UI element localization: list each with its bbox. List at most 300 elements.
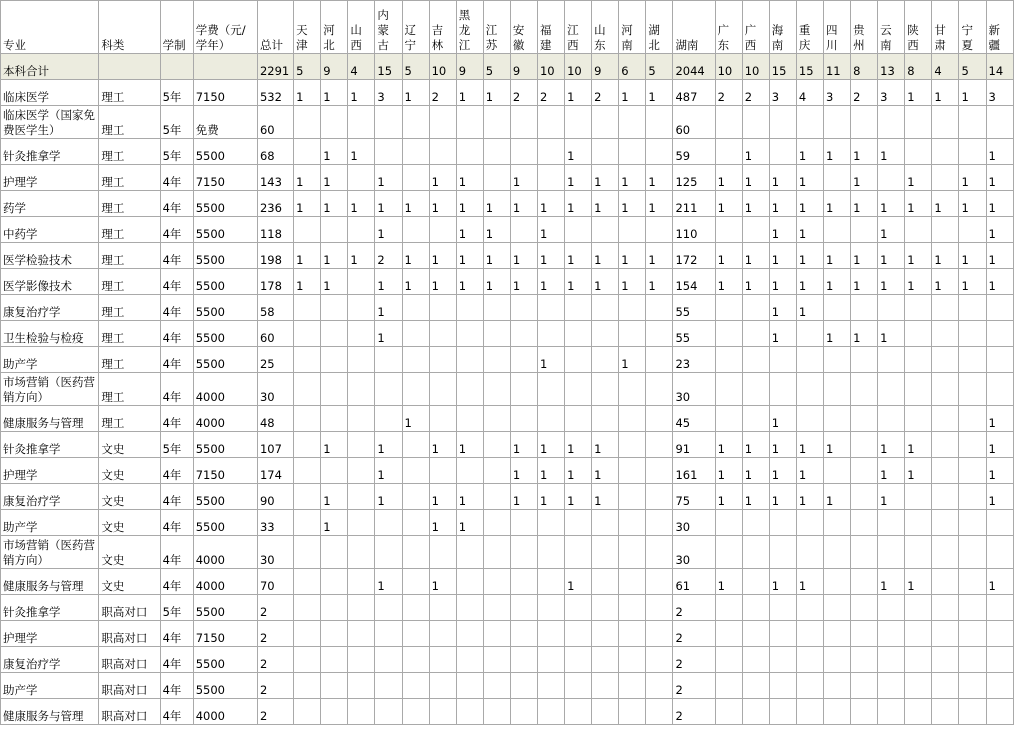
- province-value-cell: [348, 295, 375, 321]
- province-value-cell: [742, 373, 769, 406]
- province-value-cell: 125: [673, 165, 715, 191]
- province-value-cell: 1: [619, 347, 646, 373]
- province-value-cell: [321, 458, 348, 484]
- province-value-cell: [986, 106, 1013, 139]
- header-duration: 学制: [160, 1, 193, 54]
- province-value-cell: [483, 484, 510, 510]
- province-value-cell: 2: [673, 595, 715, 621]
- province-value-cell: 1: [986, 406, 1013, 432]
- header-tuition: 学费（元/学年）: [193, 1, 257, 54]
- province-value-cell: 1: [565, 243, 592, 269]
- total-row-province-value: 9: [510, 54, 537, 80]
- total-cell: 58: [257, 295, 293, 321]
- province-value-cell: [565, 621, 592, 647]
- province-value-cell: [905, 106, 932, 139]
- total-cell: 70: [257, 569, 293, 595]
- province-value-cell: 1: [592, 165, 619, 191]
- province-value-cell: [348, 269, 375, 295]
- total-cell: 33: [257, 510, 293, 536]
- province-value-cell: 1: [510, 269, 537, 295]
- province-value-cell: [483, 139, 510, 165]
- province-value-cell: 1: [986, 243, 1013, 269]
- province-value-cell: 1: [537, 484, 564, 510]
- province-value-cell: [402, 217, 429, 243]
- province-value-cell: 1: [646, 269, 673, 295]
- province-value-cell: [483, 699, 510, 725]
- province-value-cell: [823, 621, 850, 647]
- province-value-cell: 1: [905, 569, 932, 595]
- province-value-cell: 1: [483, 269, 510, 295]
- tuition-cell: 7150: [193, 165, 257, 191]
- province-value-cell: [715, 699, 742, 725]
- province-value-cell: 1: [796, 217, 823, 243]
- total-row-province-value: 9: [592, 54, 619, 80]
- tuition-cell: 4000: [193, 373, 257, 406]
- province-value-cell: [823, 569, 850, 595]
- province-value-cell: [321, 321, 348, 347]
- category-cell: 理工: [99, 106, 160, 139]
- province-value-cell: [932, 295, 959, 321]
- province-value-cell: [878, 106, 905, 139]
- total-row-province-value: 5: [959, 54, 986, 80]
- province-value-cell: 1: [565, 432, 592, 458]
- header-row: [1, 1, 1014, 54]
- province-value-cell: [294, 484, 321, 510]
- province-value-cell: [619, 295, 646, 321]
- major-cell: 康复治疗学: [1, 647, 99, 673]
- province-value-cell: [375, 406, 402, 432]
- province-value-cell: 1: [510, 484, 537, 510]
- province-value-cell: [429, 295, 456, 321]
- province-value-cell: [959, 621, 986, 647]
- province-value-cell: [483, 621, 510, 647]
- tuition-cell: 4000: [193, 536, 257, 569]
- total-cell: 143: [257, 165, 293, 191]
- province-value-cell: 3: [878, 80, 905, 106]
- province-value-cell: [878, 406, 905, 432]
- table-row: [1, 269, 1014, 295]
- major-cell: 针灸推拿学: [1, 432, 99, 458]
- category-cell: 文史: [99, 432, 160, 458]
- table-row: [1, 569, 1014, 595]
- province-value-cell: 1: [986, 191, 1013, 217]
- province-value-cell: 1: [823, 432, 850, 458]
- province-value-cell: 1: [823, 269, 850, 295]
- province-value-cell: 1: [986, 139, 1013, 165]
- province-value-cell: [592, 347, 619, 373]
- province-value-cell: [742, 106, 769, 139]
- province-value-cell: 1: [402, 191, 429, 217]
- province-value-cell: 1: [796, 165, 823, 191]
- province-value-cell: [646, 647, 673, 673]
- duration-cell: 5年: [160, 80, 193, 106]
- province-value-cell: [510, 569, 537, 595]
- province-value-cell: [715, 673, 742, 699]
- province-value-cell: [537, 406, 564, 432]
- duration-cell: 4年: [160, 673, 193, 699]
- province-value-cell: [402, 373, 429, 406]
- province-value-cell: 1: [294, 191, 321, 217]
- total-row: [1, 54, 1014, 80]
- province-value-cell: [932, 699, 959, 725]
- province-value-cell: 1: [769, 217, 796, 243]
- province-value-cell: [932, 621, 959, 647]
- province-value-cell: [796, 699, 823, 725]
- province-value-cell: 1: [402, 269, 429, 295]
- province-value-cell: [646, 458, 673, 484]
- header-province: 海南: [769, 1, 796, 54]
- province-value-cell: [715, 621, 742, 647]
- province-value-cell: [646, 347, 673, 373]
- province-value-cell: [878, 165, 905, 191]
- province-value-cell: [321, 295, 348, 321]
- province-value-cell: [402, 647, 429, 673]
- total-row-province-value: 9: [456, 54, 483, 80]
- province-value-cell: [348, 406, 375, 432]
- total-row-province-value: 5: [646, 54, 673, 80]
- province-value-cell: [348, 484, 375, 510]
- province-value-cell: [715, 373, 742, 406]
- province-value-cell: [769, 621, 796, 647]
- total-cell: 48: [257, 406, 293, 432]
- province-value-cell: [796, 595, 823, 621]
- province-value-cell: 2: [673, 647, 715, 673]
- province-value-cell: [402, 432, 429, 458]
- province-value-cell: [619, 484, 646, 510]
- province-value-cell: 2: [851, 80, 878, 106]
- province-value-cell: [483, 432, 510, 458]
- province-value-cell: 2: [375, 243, 402, 269]
- major-cell: 针灸推拿学: [1, 595, 99, 621]
- province-value-cell: 1: [742, 484, 769, 510]
- province-value-cell: 1: [456, 269, 483, 295]
- province-value-cell: [619, 569, 646, 595]
- province-value-cell: [565, 295, 592, 321]
- header-province: 河南: [619, 1, 646, 54]
- province-value-cell: 1: [321, 243, 348, 269]
- province-value-cell: [537, 510, 564, 536]
- province-value-cell: [348, 510, 375, 536]
- total-cell: 60: [257, 106, 293, 139]
- province-value-cell: [823, 347, 850, 373]
- province-value-cell: 91: [673, 432, 715, 458]
- province-value-cell: [402, 295, 429, 321]
- province-value-cell: [321, 106, 348, 139]
- province-value-cell: [456, 647, 483, 673]
- province-value-cell: [429, 373, 456, 406]
- province-value-cell: 1: [769, 321, 796, 347]
- province-value-cell: [483, 373, 510, 406]
- total-cell: 178: [257, 269, 293, 295]
- province-value-cell: 1: [986, 458, 1013, 484]
- province-value-cell: [429, 647, 456, 673]
- province-value-cell: 1: [483, 80, 510, 106]
- province-value-cell: 30: [673, 536, 715, 569]
- province-value-cell: 1: [986, 165, 1013, 191]
- province-value-cell: [429, 621, 456, 647]
- province-value-cell: 59: [673, 139, 715, 165]
- province-value-cell: [375, 647, 402, 673]
- province-value-cell: 1: [905, 191, 932, 217]
- province-value-cell: 30: [673, 373, 715, 406]
- province-value-cell: [565, 321, 592, 347]
- total-cell: 25: [257, 347, 293, 373]
- province-value-cell: [646, 595, 673, 621]
- tuition-cell: 5500: [193, 673, 257, 699]
- province-value-cell: [878, 347, 905, 373]
- province-value-cell: [851, 510, 878, 536]
- province-value-cell: 1: [646, 165, 673, 191]
- province-value-cell: 1: [429, 484, 456, 510]
- province-value-cell: 4: [796, 80, 823, 106]
- province-value-cell: [565, 347, 592, 373]
- duration-cell: 4年: [160, 458, 193, 484]
- province-value-cell: [932, 673, 959, 699]
- province-value-cell: 1: [796, 269, 823, 295]
- province-value-cell: [375, 510, 402, 536]
- province-value-cell: [402, 595, 429, 621]
- province-value-cell: [565, 217, 592, 243]
- tuition-cell: 5500: [193, 191, 257, 217]
- province-value-cell: 1: [294, 165, 321, 191]
- province-value-cell: [294, 106, 321, 139]
- province-value-cell: [294, 647, 321, 673]
- province-value-cell: [348, 699, 375, 725]
- major-cell: 健康服务与管理: [1, 699, 99, 725]
- province-value-cell: [932, 595, 959, 621]
- province-value-cell: [959, 595, 986, 621]
- province-value-cell: 1: [456, 432, 483, 458]
- header-province: 云南: [878, 1, 905, 54]
- province-value-cell: [878, 621, 905, 647]
- total-row-province-value: 9: [321, 54, 348, 80]
- province-value-cell: [321, 347, 348, 373]
- province-value-cell: 1: [321, 165, 348, 191]
- major-cell: 健康服务与管理: [1, 406, 99, 432]
- province-value-cell: [565, 595, 592, 621]
- province-value-cell: [483, 406, 510, 432]
- province-value-cell: [348, 373, 375, 406]
- province-value-cell: 1: [878, 484, 905, 510]
- province-value-cell: 1: [986, 217, 1013, 243]
- province-value-cell: 2: [715, 80, 742, 106]
- province-value-cell: [537, 569, 564, 595]
- total-cell: 68: [257, 139, 293, 165]
- province-value-cell: [456, 139, 483, 165]
- province-value-cell: 2: [592, 80, 619, 106]
- total-cell: 2: [257, 647, 293, 673]
- province-value-cell: 1: [456, 510, 483, 536]
- province-value-cell: [619, 373, 646, 406]
- province-value-cell: [456, 699, 483, 725]
- duration-cell: 5年: [160, 595, 193, 621]
- total-row-province-value: 4: [932, 54, 959, 80]
- header-province: 内蒙古: [375, 1, 402, 54]
- province-value-cell: [769, 595, 796, 621]
- province-value-cell: [715, 295, 742, 321]
- province-value-cell: [932, 347, 959, 373]
- province-value-cell: [715, 510, 742, 536]
- province-value-cell: [619, 510, 646, 536]
- tuition-cell: 5500: [193, 321, 257, 347]
- province-value-cell: [619, 595, 646, 621]
- province-value-cell: [619, 139, 646, 165]
- province-value-cell: [510, 373, 537, 406]
- province-value-cell: [375, 536, 402, 569]
- major-cell: 市场营销（医药营销方向）: [1, 536, 99, 569]
- duration-cell: 4年: [160, 406, 193, 432]
- province-value-cell: [348, 536, 375, 569]
- province-value-cell: [905, 595, 932, 621]
- total-cell: 174: [257, 458, 293, 484]
- province-value-cell: [796, 373, 823, 406]
- province-value-cell: [646, 484, 673, 510]
- province-value-cell: 1: [429, 243, 456, 269]
- province-value-cell: [321, 217, 348, 243]
- province-value-cell: 3: [375, 80, 402, 106]
- province-value-cell: [646, 139, 673, 165]
- duration-cell: 5年: [160, 106, 193, 139]
- province-value-cell: 2: [510, 80, 537, 106]
- province-value-cell: [592, 621, 619, 647]
- province-value-cell: [321, 699, 348, 725]
- province-value-cell: [565, 647, 592, 673]
- total-row-province-value: 15: [796, 54, 823, 80]
- province-value-cell: [402, 699, 429, 725]
- province-value-cell: 1: [959, 269, 986, 295]
- province-value-cell: [402, 673, 429, 699]
- province-value-cell: [851, 699, 878, 725]
- province-value-cell: [619, 217, 646, 243]
- province-value-cell: [905, 295, 932, 321]
- province-value-cell: [823, 458, 850, 484]
- province-value-cell: [456, 295, 483, 321]
- province-value-cell: 1: [483, 191, 510, 217]
- duration-cell: 4年: [160, 699, 193, 725]
- province-value-cell: 1: [769, 569, 796, 595]
- header-province: 河北: [321, 1, 348, 54]
- header-province: 甘肃: [932, 1, 959, 54]
- province-value-cell: 1: [537, 347, 564, 373]
- province-value-cell: 1: [742, 269, 769, 295]
- province-value-cell: 1: [905, 80, 932, 106]
- province-value-cell: 161: [673, 458, 715, 484]
- province-value-cell: [646, 432, 673, 458]
- province-value-cell: 1: [321, 484, 348, 510]
- province-value-cell: 1: [878, 432, 905, 458]
- province-value-cell: 1: [742, 458, 769, 484]
- total-row-province-value: 14: [986, 54, 1013, 80]
- province-value-cell: 1: [769, 243, 796, 269]
- category-cell: 文史: [99, 569, 160, 595]
- province-value-cell: 1: [715, 458, 742, 484]
- province-value-cell: 1: [796, 191, 823, 217]
- province-value-cell: [959, 699, 986, 725]
- tuition-cell: 5500: [193, 595, 257, 621]
- tuition-cell: 5500: [193, 484, 257, 510]
- province-value-cell: [294, 432, 321, 458]
- province-value-cell: [483, 165, 510, 191]
- province-value-cell: 1: [796, 243, 823, 269]
- province-value-cell: [429, 106, 456, 139]
- province-value-cell: 1: [769, 458, 796, 484]
- province-value-cell: 1: [565, 80, 592, 106]
- province-value-cell: 1: [429, 165, 456, 191]
- tuition-cell: 5500: [193, 295, 257, 321]
- province-value-cell: 1: [646, 191, 673, 217]
- province-value-cell: [456, 347, 483, 373]
- province-value-cell: 1: [715, 484, 742, 510]
- province-value-cell: [742, 536, 769, 569]
- province-value-cell: [646, 536, 673, 569]
- header-province: 江苏: [483, 1, 510, 54]
- province-value-cell: [986, 536, 1013, 569]
- province-value-cell: [959, 406, 986, 432]
- province-value-cell: [769, 106, 796, 139]
- province-value-cell: 1: [510, 165, 537, 191]
- major-cell: 市场营销（医药营销方向）: [1, 373, 99, 406]
- province-value-cell: [959, 347, 986, 373]
- province-value-cell: 1: [796, 295, 823, 321]
- province-value-cell: [456, 536, 483, 569]
- province-value-cell: [510, 217, 537, 243]
- province-value-cell: 1: [878, 569, 905, 595]
- province-value-cell: [456, 458, 483, 484]
- province-value-cell: 1: [483, 217, 510, 243]
- province-value-cell: 1: [537, 458, 564, 484]
- province-value-cell: 1: [565, 458, 592, 484]
- province-value-cell: 1: [823, 321, 850, 347]
- province-value-cell: [375, 621, 402, 647]
- province-value-cell: 1: [715, 569, 742, 595]
- province-value-cell: 2: [673, 673, 715, 699]
- province-value-cell: [592, 139, 619, 165]
- province-value-cell: [878, 295, 905, 321]
- province-value-cell: 1: [510, 243, 537, 269]
- duration-cell: 4年: [160, 621, 193, 647]
- province-value-cell: [851, 647, 878, 673]
- province-value-cell: [715, 321, 742, 347]
- province-value-cell: 1: [456, 217, 483, 243]
- header-province: 江西: [565, 1, 592, 54]
- total-cell: 236: [257, 191, 293, 217]
- province-value-cell: [959, 458, 986, 484]
- province-value-cell: 1: [878, 458, 905, 484]
- province-value-cell: [715, 647, 742, 673]
- province-value-cell: 1: [321, 269, 348, 295]
- province-value-cell: [986, 647, 1013, 673]
- province-value-cell: 1: [878, 243, 905, 269]
- province-value-cell: [905, 673, 932, 699]
- province-value-cell: [715, 347, 742, 373]
- category-cell: 理工: [99, 217, 160, 243]
- table-row: [1, 699, 1014, 725]
- province-value-cell: [986, 595, 1013, 621]
- province-value-cell: [823, 647, 850, 673]
- province-value-cell: [510, 621, 537, 647]
- province-value-cell: 1: [959, 243, 986, 269]
- province-value-cell: [619, 432, 646, 458]
- province-value-cell: [796, 510, 823, 536]
- province-value-cell: [823, 699, 850, 725]
- province-value-cell: [348, 106, 375, 139]
- province-value-cell: [565, 699, 592, 725]
- total-cell: 30: [257, 373, 293, 406]
- duration-cell: 4年: [160, 536, 193, 569]
- major-cell: 健康服务与管理: [1, 569, 99, 595]
- province-value-cell: [348, 595, 375, 621]
- province-value-cell: [715, 139, 742, 165]
